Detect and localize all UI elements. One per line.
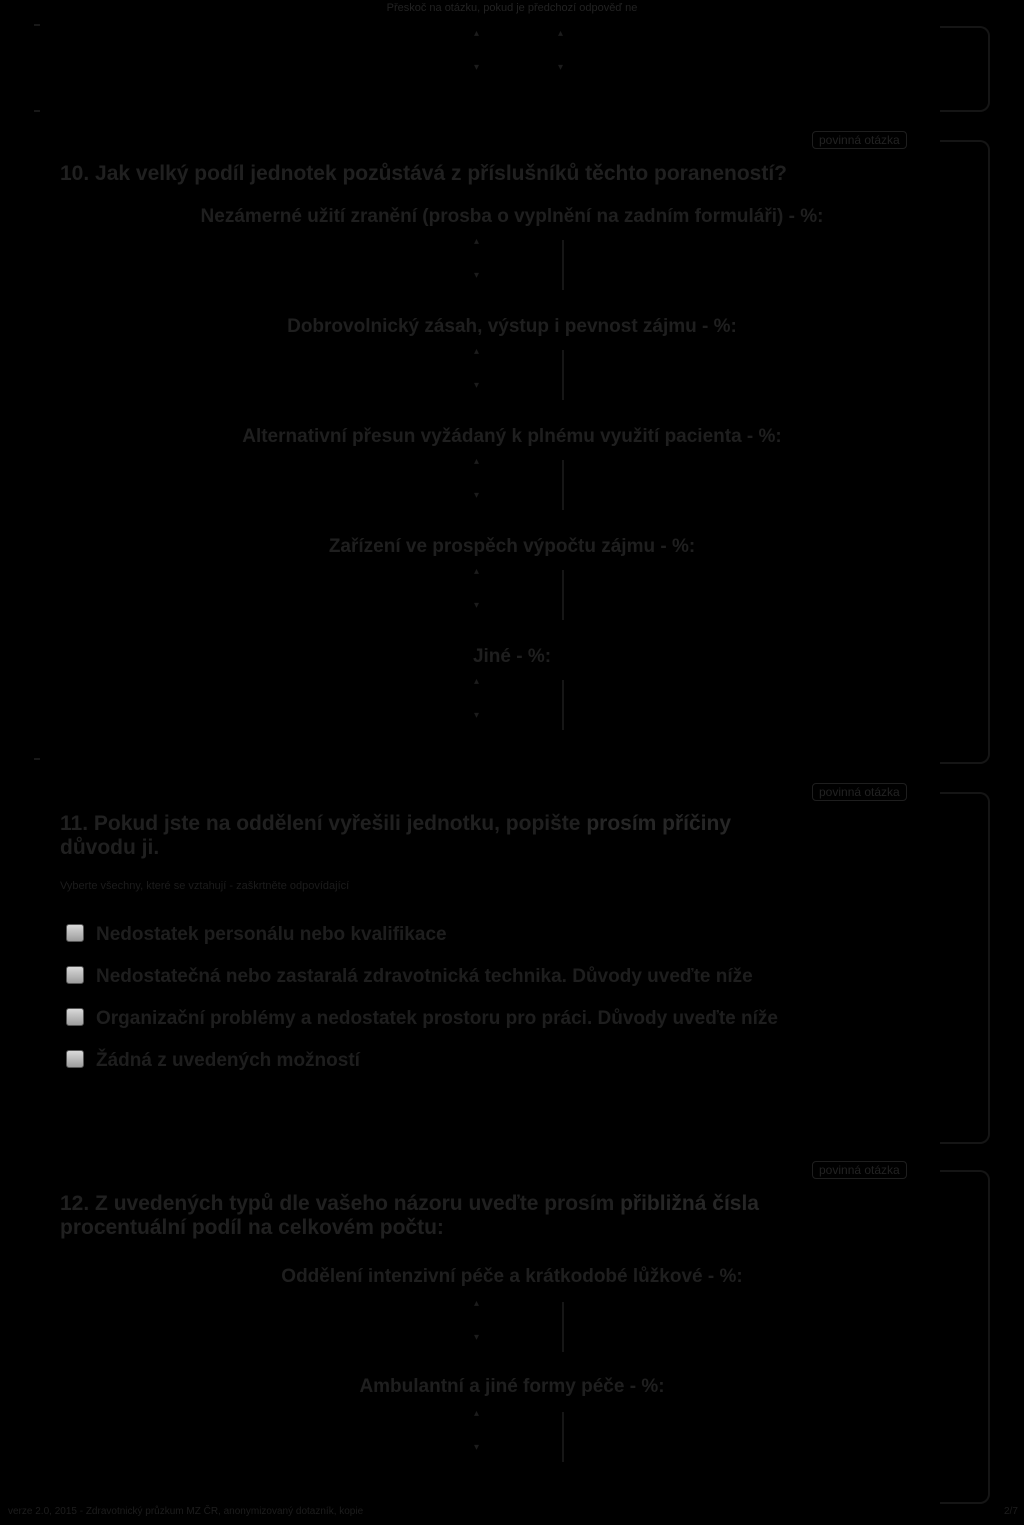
- section-bracket: [940, 1170, 990, 1504]
- section-bracket: [940, 140, 990, 764]
- stepper-divider: [562, 570, 564, 620]
- stepper-divider: [562, 460, 564, 510]
- chevron-down-icon[interactable]: ▾: [474, 1442, 480, 1453]
- chevron-up-icon[interactable]: ▴: [474, 28, 480, 39]
- option-checkbox[interactable]: [66, 924, 84, 942]
- numeric-stepper[interactable]: [474, 346, 564, 406]
- chevron-down-icon[interactable]: ▾: [474, 270, 480, 281]
- section-bracket: [940, 792, 990, 1144]
- numeric-stepper[interactable]: [474, 566, 564, 626]
- question-hint: Vyberte všechny, které se vztahují - zaškrtněte odpovídající: [60, 880, 350, 892]
- question-title: [60, 812, 940, 860]
- numeric-stepper[interactable]: [474, 676, 564, 736]
- chevron-up-icon[interactable]: ▴: [474, 456, 480, 467]
- footer-text: verze 2.0, 2015 - Zdravotnický průzkum MZ ČR, anonymizovaný dotazník, kopie: [8, 1506, 364, 1517]
- option-label: Nedostatek personálu nebo kvalifikace: [96, 924, 447, 945]
- numeric-stepper[interactable]: [474, 1298, 564, 1358]
- chevron-down-icon[interactable]: ▾: [474, 380, 480, 391]
- required-badge: povinná otázka: [812, 1161, 907, 1179]
- field-label: Jiné - %:: [472, 646, 552, 667]
- chevron-down-icon[interactable]: ▾: [474, 710, 480, 721]
- chevron-up-icon[interactable]: ▴: [474, 566, 480, 577]
- question-title: 10. Jak velký podíl jednotek pozůstává z příslušníků těchto poraneností?: [60, 162, 788, 185]
- chevron-down-icon[interactable]: ▾: [558, 62, 564, 73]
- stepper-divider: [562, 1412, 564, 1462]
- divider: [34, 758, 40, 760]
- field-label: Dobrovolnický zásah, výstup i pevnost zájmu - %:: [287, 316, 737, 337]
- numeric-stepper[interactable]: [474, 456, 564, 516]
- section-bracket: [940, 26, 990, 112]
- option-label: Organizační problémy a nedostatek prostoru pro práci. Důvody uveďte níže: [96, 1008, 778, 1029]
- divider: [34, 110, 40, 112]
- chevron-down-icon[interactable]: ▾: [474, 490, 480, 501]
- option-label: Žádná z uvedených možností: [96, 1050, 360, 1071]
- chevron-up-icon[interactable]: ▴: [474, 236, 480, 247]
- question-title-part: 11. Pokud jste na oddělení vyřešili jednotku, popište: [60, 812, 581, 835]
- chevron-down-icon[interactable]: ▾: [474, 600, 480, 611]
- chevron-up-icon[interactable]: ▴: [474, 346, 480, 357]
- required-badge: povinná otázka: [812, 783, 907, 801]
- chevron-up-icon[interactable]: ▴: [474, 1298, 480, 1309]
- question-title: [60, 1192, 940, 1240]
- numeric-stepper[interactable]: [474, 28, 564, 88]
- required-badge: povinná otázka: [812, 131, 907, 149]
- option-label: Nedostatečná nebo zastaralá zdravotnická technika. Důvody uveďte níže: [96, 966, 753, 987]
- numeric-stepper[interactable]: [474, 1408, 564, 1468]
- question-title-part: 12. Z uvedených typů dle vašeho názoru uveďte prosím: [60, 1192, 615, 1215]
- divider: [34, 24, 40, 26]
- field-label: Oddělení intenzivní péče a krátkodobé lůžkové - %:: [281, 1266, 743, 1287]
- numeric-stepper[interactable]: [474, 236, 564, 296]
- chevron-down-icon[interactable]: ▾: [474, 62, 480, 73]
- question-title-emphasis: prosím příčiny: [586, 812, 732, 835]
- stepper-divider: [562, 1302, 564, 1352]
- field-label: Zařízení ve prospěch výpočtu zájmu - %:: [328, 536, 696, 557]
- chevron-up-icon[interactable]: ▴: [474, 1408, 480, 1419]
- field-label: Alternativní přesun vyžádaný k plnému využití pacienta - %:: [242, 426, 782, 447]
- stepper-divider: [562, 350, 564, 400]
- question-title-emphasis: přibližná čísla: [620, 1192, 759, 1215]
- chevron-up-icon[interactable]: ▴: [474, 676, 480, 687]
- chevron-down-icon[interactable]: ▾: [474, 1332, 480, 1343]
- stepper-divider: [562, 240, 564, 290]
- top-note: Přeskoč na otázku, pokud je předchozí odpověď ne: [386, 2, 638, 14]
- field-label: Ambulantní a jiné formy péče - %:: [359, 1376, 665, 1397]
- option-checkbox[interactable]: [66, 1008, 84, 1026]
- option-checkbox[interactable]: [66, 1050, 84, 1068]
- field-label: Nezámerné užití zranění (prosba o vyplnění na zadním formuláři) - %:: [200, 206, 824, 227]
- question-title-part: důvodu ji.: [60, 836, 160, 859]
- option-checkbox[interactable]: [66, 966, 84, 984]
- question-title-part: procentuální podíl na celkovém počtu:: [60, 1216, 444, 1239]
- chevron-up-icon[interactable]: ▴: [558, 28, 564, 39]
- page-number: 2/7: [1004, 1506, 1018, 1517]
- stepper-divider: [562, 680, 564, 730]
